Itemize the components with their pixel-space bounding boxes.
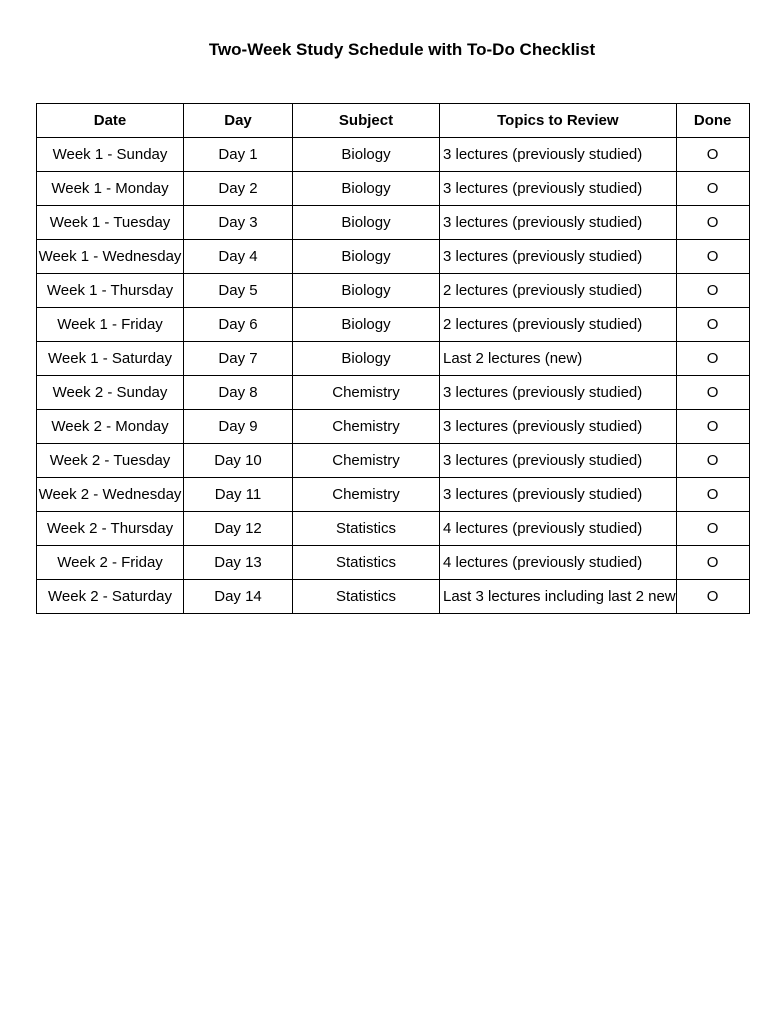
subject-cell: Statistics xyxy=(293,546,440,580)
subject-cell: Statistics xyxy=(293,580,440,614)
done-circle-icon: O xyxy=(706,281,719,299)
table-row xyxy=(37,410,750,444)
topics-text: Last 2 lectures (new) xyxy=(443,349,583,367)
topics-text: 3 lectures (previously studied) xyxy=(443,213,643,231)
date-cell xyxy=(37,342,184,376)
table-row xyxy=(37,546,750,580)
done-checkbox[interactable] xyxy=(676,274,749,308)
date-cell xyxy=(37,172,184,206)
done-checkbox[interactable] xyxy=(676,512,749,546)
topics-text: 2 lectures (previously studied) xyxy=(443,281,643,299)
subject-cell: Chemistry xyxy=(293,376,440,410)
column-header-day: Day xyxy=(184,104,293,138)
topics-text: 3 lectures (previously studied) xyxy=(443,383,643,401)
date-text: Week 2 - Monday xyxy=(51,417,169,435)
table-row xyxy=(37,512,750,546)
topics-cell xyxy=(440,444,677,478)
subject-cell: Biology xyxy=(293,138,440,172)
table-row xyxy=(37,342,750,376)
done-circle-icon: O xyxy=(706,383,719,401)
subject-cell: Biology xyxy=(293,274,440,308)
day-cell: Day 11 xyxy=(184,478,293,512)
done-circle-icon: O xyxy=(706,519,719,537)
done-circle-icon: O xyxy=(706,247,719,265)
day-cell: Day 1 xyxy=(184,138,293,172)
done-checkbox[interactable] xyxy=(676,206,749,240)
day-cell: Day 4 xyxy=(184,240,293,274)
topics-text: 3 lectures (previously studied) xyxy=(443,145,643,163)
done-circle-icon: O xyxy=(706,417,719,435)
column-header-topics: Topics to Review xyxy=(440,104,677,138)
date-cell xyxy=(37,444,184,478)
done-checkbox[interactable] xyxy=(676,172,749,206)
subject-cell: Biology xyxy=(293,240,440,274)
column-header-done: Done xyxy=(676,104,749,138)
date-text: Week 2 - Friday xyxy=(57,553,163,571)
done-circle-icon: O xyxy=(706,485,719,503)
date-cell xyxy=(37,580,184,614)
page-title: Two-Week Study Schedule with To-Do Checklist xyxy=(208,40,596,59)
day-cell: Day 13 xyxy=(184,546,293,580)
day-cell: Day 8 xyxy=(184,376,293,410)
day-cell: Day 14 xyxy=(184,580,293,614)
topics-cell xyxy=(440,172,677,206)
table-row xyxy=(37,138,750,172)
day-cell: Day 2 xyxy=(184,172,293,206)
date-text: Week 1 - Wednesday xyxy=(38,247,182,265)
date-text: Week 1 - Tuesday xyxy=(49,213,171,231)
subject-cell: Statistics xyxy=(293,512,440,546)
done-circle-icon: O xyxy=(706,451,719,469)
table-row xyxy=(37,580,750,614)
topics-cell xyxy=(440,138,677,172)
done-checkbox[interactable] xyxy=(676,308,749,342)
date-cell xyxy=(37,206,184,240)
date-text: Week 2 - Tuesday xyxy=(49,451,171,469)
topics-cell xyxy=(440,376,677,410)
day-cell: Day 12 xyxy=(184,512,293,546)
date-cell xyxy=(37,376,184,410)
done-circle-icon: O xyxy=(706,179,719,197)
subject-cell: Chemistry xyxy=(293,444,440,478)
done-circle-icon: O xyxy=(706,587,719,605)
subject-cell: Biology xyxy=(293,308,440,342)
done-checkbox[interactable] xyxy=(676,376,749,410)
schedule-body xyxy=(37,138,750,614)
date-cell xyxy=(37,240,184,274)
done-checkbox[interactable] xyxy=(676,546,749,580)
topics-cell xyxy=(440,580,677,614)
table-row xyxy=(37,444,750,478)
done-checkbox[interactable] xyxy=(676,138,749,172)
topics-text: 4 lectures (previously studied) xyxy=(443,553,643,571)
date-cell xyxy=(37,308,184,342)
subject-cell: Chemistry xyxy=(293,478,440,512)
subject-cell: Chemistry xyxy=(293,410,440,444)
topics-cell xyxy=(440,342,677,376)
table-row xyxy=(37,172,750,206)
topics-cell xyxy=(440,512,677,546)
table-row xyxy=(37,274,750,308)
date-cell xyxy=(37,410,184,444)
day-cell: Day 3 xyxy=(184,206,293,240)
date-text: Week 1 - Sunday xyxy=(52,145,168,163)
topics-cell xyxy=(440,240,677,274)
table-row xyxy=(37,240,750,274)
topics-cell xyxy=(440,274,677,308)
topics-text: 3 lectures (previously studied) xyxy=(443,485,643,503)
topics-cell xyxy=(440,206,677,240)
topics-cell xyxy=(440,478,677,512)
date-text: Week 2 - Thursday xyxy=(46,519,174,537)
done-circle-icon: O xyxy=(706,315,719,333)
done-circle-icon: O xyxy=(706,349,719,367)
day-cell: Day 6 xyxy=(184,308,293,342)
date-text: Week 2 - Sunday xyxy=(52,383,168,401)
date-cell xyxy=(37,546,184,580)
done-circle-icon: O xyxy=(706,145,719,163)
day-cell: Day 7 xyxy=(184,342,293,376)
done-checkbox[interactable] xyxy=(676,410,749,444)
date-cell xyxy=(37,274,184,308)
topics-text: 3 lectures (previously studied) xyxy=(443,247,643,265)
topics-text: 3 lectures (previously studied) xyxy=(443,417,643,435)
topics-cell xyxy=(440,546,677,580)
date-text: Week 2 - Saturday xyxy=(48,587,172,605)
done-circle-icon: O xyxy=(706,213,719,231)
done-checkbox[interactable] xyxy=(676,478,749,512)
subject-cell: Biology xyxy=(293,172,440,206)
table-row xyxy=(37,376,750,410)
topics-cell xyxy=(440,410,677,444)
table-row xyxy=(37,308,750,342)
date-text: Week 1 - Monday xyxy=(51,179,169,197)
day-cell: Day 9 xyxy=(184,410,293,444)
topics-cell xyxy=(440,308,677,342)
done-checkbox[interactable] xyxy=(676,580,749,614)
day-cell: Day 10 xyxy=(184,444,293,478)
table-row xyxy=(37,478,750,512)
topics-text: 3 lectures (previously studied) xyxy=(443,451,643,469)
date-cell xyxy=(37,478,184,512)
done-checkbox[interactable] xyxy=(676,444,749,478)
date-text: Week 1 - Thursday xyxy=(46,281,174,299)
date-cell xyxy=(37,138,184,172)
subject-cell: Biology xyxy=(293,342,440,376)
table-row xyxy=(37,206,750,240)
done-circle-icon: O xyxy=(706,553,719,571)
done-checkbox[interactable] xyxy=(676,240,749,274)
topics-text: 2 lectures (previously studied) xyxy=(443,315,643,333)
study-schedule-table xyxy=(36,103,750,614)
subject-cell: Biology xyxy=(293,206,440,240)
done-checkbox[interactable] xyxy=(676,342,749,376)
date-text: Week 2 - Wednesday xyxy=(38,485,182,503)
topics-text: Last 3 lectures including last 2 new xyxy=(443,587,676,605)
topics-text: 4 lectures (previously studied) xyxy=(443,519,643,537)
date-text: Week 1 - Saturday xyxy=(48,349,172,367)
header-row xyxy=(37,104,750,138)
column-header-date: Date xyxy=(37,104,184,138)
date-cell xyxy=(37,512,184,546)
column-header-subject: Subject xyxy=(293,104,440,138)
day-cell: Day 5 xyxy=(184,274,293,308)
topics-text: 3 lectures (previously studied) xyxy=(443,179,643,197)
date-text: Week 1 - Friday xyxy=(57,315,163,333)
